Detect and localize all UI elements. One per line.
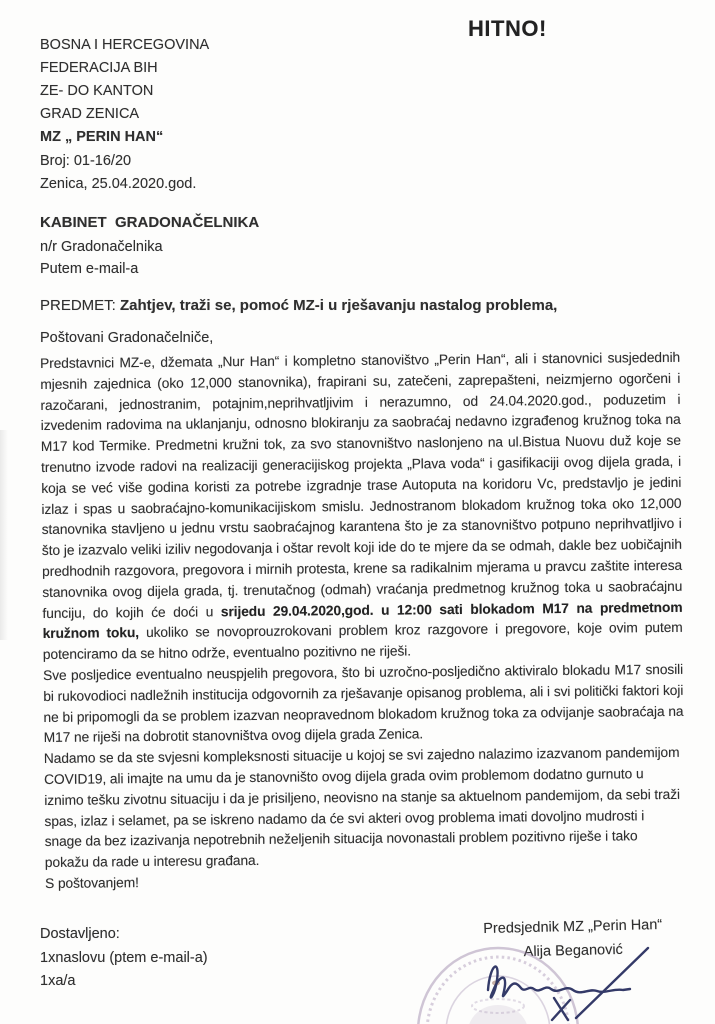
recipient-block: [40, 211, 259, 259]
body-paragraph-1: Predstavnici MZ-e, džemata „Nur Han“ i kompletno stanovištvo „Perin Han“, ali i stanovnici susjedednih mjesnih zajednica (oko 12,000 stanovnika), frapirani su, zatečeni, zaprepašteni, neizmjerno ogorčeni i razočarani, jednostranim, potajnim,neprihvatljivim i nerazumno, od 24.04.2020.god., poduzetim i izvedenim radovima na uklanjanju, odnosno blokiranju za saobraćaj nedavno izgrađenog kružnog toka na M17 kod Termike. Predmetni kružni tok, za svo stanovništvo naslonjeno na ul.Bistua Nuovu duž koje se trenutno izvode radovi na realizaciji generacijiskog projekta „Plava voda“ i gasifikaciji ovog dijela grada, i koja se već više godina koristi za potrebe izgradnje trase Autoputa na koridoru Vc, predstavljo je jedini izlaz i spas u saobraćajno-komunikacijiskom smislu. Jednostranom blokadom kružnog toka oko 12,000 stanovnika stavljeno u jednu vrstu saobraćajnog karantena što je za stanovništvo potpuno neprihvatljivo i što je izazvalo veliki iziliv negodovanja i oštar revolt koji ide do te mjere da se odmah, dakle bez uobičajnih predhodnih razgovora, pregovora i mirnih protesta, krene sa radikalnim mjerama u pravcu zaštite interesa stanovnika ovog dijela grada, tj. trenutačnog (odmah) vraćanja predmetnog kružnog toka u saobraćajnu funciju, do kojih će doći u srijedu 29.04.2020,god. u 12:00 sati blokadom M17 na predmetnom kružnom toku, ukoliko se novoprouzrokovani problem kroz razgovore i pregovore, koje ovim putem potenciramo da se hitno održe, eventualno pozitivno ne riješi.: [40, 349, 683, 663]
letterhead-country: BOSNA I HERCEGOVINA: [40, 37, 210, 53]
handwritten-signature: [478, 946, 663, 1022]
distribution-item: 1xa/a: [40, 973, 76, 989]
body-paragraph-3: Nadamo se da ste svjesni kompleksnosti situacije u kojoj se svi zajedno nalazimo izazvanom pandemijom COVID19, ali imajte na umu da je stanovništo ovog dijela grada ovim problemom dodatno gurnuto u iznimo tešku zivotnu situaciju i da je prisiljeno, neovisno na stanje sa aktuelnom pandemijom, da sebi traži spas, izlaz i selamet, pa se iskreno nadamo da će svi akteri ovog problema imati dovoljno mudrosti i snage da bez izazivanja nepotrebnih neželjenih situacija novonastali problem pozitivno riješe i tako pokažu da rade u interesu građana.: [43, 745, 681, 871]
reference-block: [40, 150, 196, 196]
distribution-title: Dostavljeno:: [40, 926, 120, 942]
letterhead-city: GRAD ZENICA: [40, 106, 140, 122]
letterhead: [40, 34, 209, 149]
letter-body: [40, 348, 685, 895]
letterhead-org: MZ „ PERIN HAN“: [40, 129, 164, 145]
signer-name: Alija Beganović: [523, 941, 624, 961]
reference-place-date: Zenica, 25.04.2020.god.: [40, 176, 197, 192]
subject-label: PREDMET:: [40, 297, 121, 314]
reference-number: Broj: 01-16/20: [40, 153, 132, 169]
salutation: Poštovani Gradonačelniče,: [40, 330, 214, 346]
scan-edge-smudge: [0, 430, 8, 640]
delivery-method: Putem e-mail-a: [40, 261, 139, 277]
signer-title: Predsjednik MZ „Perin Han“: [483, 916, 663, 938]
letterhead-federation: FEDERACIJA BIH: [40, 60, 158, 76]
subject-title: Zahtjev, traži se, pomoć MZ-i u rješavanju nastalog problema,: [120, 297, 558, 314]
distribution-block: [40, 923, 208, 994]
closing-salutation: S poštovanjem!: [45, 874, 139, 891]
recipient-attention: n/r Gradonačelnika: [40, 239, 163, 255]
body-paragraph-2: Sve posljedice eventualno neuspjelih pregovora, što bi uzročno-posljedično aktiviralo blokadu M17 snosili bi rukovodioci nadležnih institucija odgovornih za rješavanje opisanog problema, ali i svi politički faktori koji ne bi pripomogli da se problem izazvan neopravednom blokadom kružnog toka za odvijanje saobraćaja na M17 ne riješi na dobrotit stanovništva ovog dijela grada Zenica.: [43, 661, 684, 746]
urgent-label: HITNO!: [468, 16, 547, 41]
subject-line: [40, 297, 557, 314]
letterhead-canton: ZE- DO KANTON: [40, 83, 154, 99]
distribution-item: 1xnaslovu (ptem e-mail-a): [40, 949, 208, 966]
recipient-office: KABINET GRADONAČELNIKA: [40, 214, 260, 231]
